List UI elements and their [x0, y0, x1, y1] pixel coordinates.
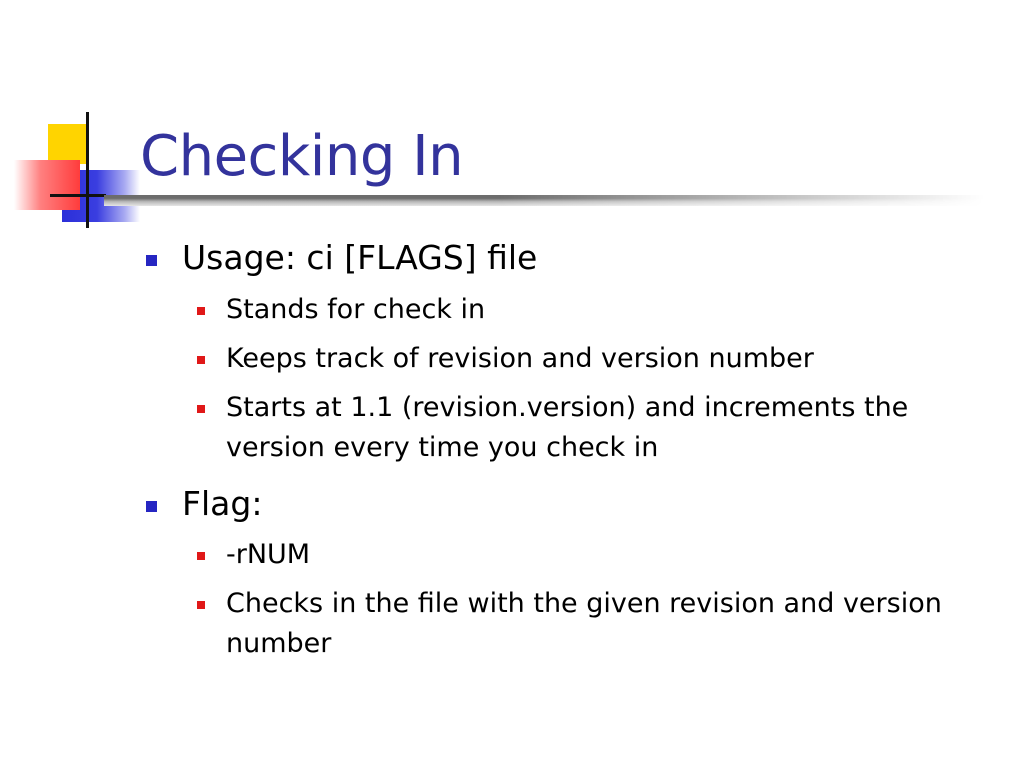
slide-title: Checking In	[140, 124, 464, 189]
bullet-flag	[182, 484, 262, 524]
logo-horizontal-line	[50, 194, 106, 197]
sub-bullet	[226, 339, 1006, 379]
sub-bullet-text: Checks in the file with the given revision and version number	[226, 588, 942, 659]
sub-bullet-square-icon	[197, 307, 205, 315]
sub-bullet-square-icon	[197, 552, 205, 560]
sub-bullet	[226, 584, 1006, 664]
sub-bullet-square-icon	[197, 405, 205, 413]
title-underline	[104, 195, 984, 206]
logo-vertical-line	[86, 112, 89, 228]
sub-bullet	[226, 388, 1006, 468]
logo-red-square	[14, 160, 80, 210]
sub-bullet-text: Stands for check in	[226, 294, 486, 325]
sub-bullet-square-icon	[197, 356, 205, 364]
bullet-text: Flag:	[182, 484, 263, 523]
bullet-square-icon	[146, 501, 157, 512]
bullet-square-icon	[146, 255, 157, 266]
sub-bullet	[226, 290, 1006, 330]
sub-bullet	[226, 535, 1006, 575]
sub-bullet-text: -rNUM	[226, 539, 311, 570]
sub-bullet-text: Starts at 1.1 (revision.version) and increments the version every time you check in	[226, 392, 909, 463]
bullet-usage	[182, 238, 537, 278]
logo-yellow-square	[48, 124, 88, 164]
bullet-text: Usage: ci [FLAGS] file	[182, 238, 538, 277]
sub-bullet-square-icon	[197, 601, 205, 609]
sub-bullet-text: Keeps track of revision and version number	[226, 343, 814, 374]
